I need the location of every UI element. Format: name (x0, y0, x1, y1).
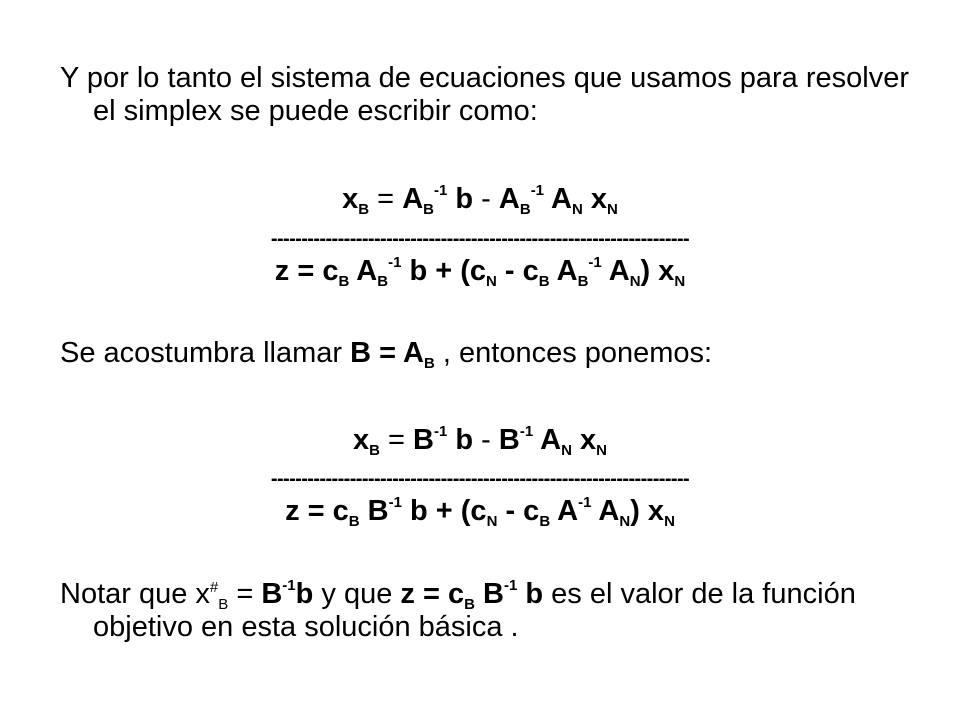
note-paragraph: Notar que $x^{\#}_B = B^{-1}b$ y que $z = c_B$ $B^{-1}$ b es el valor de la función objetivo en esta solución básica . (60, 577, 856, 643)
equation-xb-basic: $x_B = A_B^{-1}$ b - $A_B^{-1}$ $A_N$ $x_N$ (342, 182, 618, 218)
separator-line: --------------------------------------------------------------------- (270, 228, 690, 250)
separator-line-2: --------------------------------------------------------------------- (270, 468, 690, 490)
equation-z-objective: $z = c_B$ $A_B^{-1}$ $b + (c_N - c_B$ $A_B^{-1}$ $A_N$) $x_N$ (274, 254, 686, 290)
definition-paragraph: Se acostumbra llamar $B = A_B$ , entonces ponemos: (60, 337, 713, 372)
equation-z-with-b: $z = c_B$ $B^{-1}$ $b + (c_N - c_B$ $A^{-1}$ $A_N$) $x_N$ (285, 494, 675, 530)
intro-paragraph: Y por lo tanto el sistema de ecuaciones que usamos para resolver el simplex se puede escribir como: (60, 62, 910, 127)
equation-xb-with-b: $x_B = B^{-1}$ b - $B^{-1}$ $A_N$ $x_N$ (352, 423, 607, 459)
